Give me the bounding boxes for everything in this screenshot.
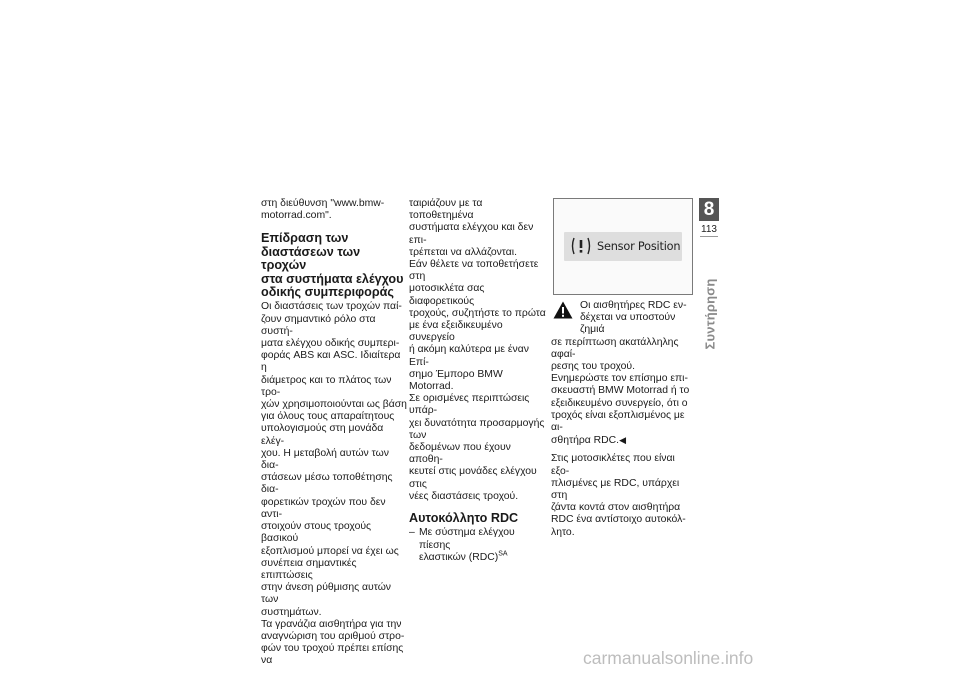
right-column [551,300,693,539]
special-accessory-marker: SA [498,550,508,558]
warning-text-first: Οι αισθητήρες RDC εν- δέχεται να υποστούν ζημιά [580,300,687,336]
wheel-dimensions-heading: Επίδραση των διαστάσεων των τροχών στα συστήματα ελέγχου οδικής συμπεριφοράς [261,231,404,300]
warning-text-continued [551,337,693,448]
middle-column [409,198,547,564]
sensor-position-illustration [553,198,693,295]
page-number-divider [700,236,718,237]
end-mark-icon: ◀ [619,435,626,446]
warning-notice [551,300,693,337]
wheel-dimensions-continued: ταιριάζουν με τα τοποθετημένα συστήματα ελέγχου και δεν επι- τρέπεται να αλλάζονται. Εάν θέλετε να τοποθετήσετε στη μοτοσικλέτα σας διαφορετικούς τροχούς, συζητήστε το πρώτα με ένα εξειδικευμένο συνεργείο ή ακόμη καλύτερα με έναν Επί- σημο Έμπορο BMW Motorrad. Σε ορισμένες περιπτώσεις υπάρ- χει δυνατότητα προσαρμογής των δεδομένων που έχουν αποθη- κευτεί στις μονάδες ελέγχου στις νέες διαστάσεις τροχού. [409,198,546,502]
bullet-dash: – [409,527,415,539]
sensor-position-label: Sensor Position [597,240,681,253]
sensor-position-display [564,232,682,261]
exclamation-icon [570,236,592,256]
rdc-sticker-heading: Αυτοκόλλητο RDC [409,511,519,526]
wheel-dimensions-body: Οι διαστάσεις των τροχών παί- ζουν σημαντικό ρόλο στα συστή- ματα ελέγχου οδικής συμπερι- φοράς ABS και ASC. Ιδιαίτερα η διάμετρος και το πλάτος των τρο- χών χρησιμοποιούνται ως βάση για όλους τους απαραίτητους υπολογισμούς στη μονάδα ελέγ- χου. Η μεταβολή αυτών των δια- στάσεων μέσω τοποθέτησης δια- φορετικών τροχών που δεν αντι- στοιχούν στους τροχούς βασικού εξοπλισμού μπορεί να έχει ως συνέπεια σημαντικές επιπτώσεις στην άνεση ρύθμισης αυτών των συστημάτων. Τα γρανάζια αισθητήρα για την αναγνώριση του αριθμού στρο- φών του τροχού πρέπει επίσης να [261,301,407,667]
left-column [261,198,407,668]
warning-triangle-icon [553,301,573,319]
bullet-content [419,527,547,564]
bullet-text: Με σύστημα ελέγχου πίεσης ελαστικών (RDC) [419,527,515,563]
rdc-bullet-item [409,527,547,564]
chapter-number-badge: 8 [699,198,719,221]
chapter-title-vertical [690,278,730,350]
page-number: 113 [701,224,717,235]
warning-text-rest: σε περίπτωση ακατάλληλης αφαί- ρεσης του τροχού. Ενημερώστε τον επίσημο επι- σκευαστή BMW Motorrad ή το εξειδικευμένο συνεργείο, ότι ο τροχός είναι εξοπλισμένος με αι- σθητήρα RDC. [551,336,690,447]
rdc-sticker-paragraph: Στις μοτοσικλέτες που είναι εξο- πλισμένες με RDC, υπάρχει στη ζάντα κοντά στον αισθητήρα RDC ένα αντίστοιχο αυτοκόλ- λητο. [551,453,686,538]
intro-text: στη διεύθυνση "www.bmw- motorrad.com". [261,198,385,222]
chapter-title: Συντήρηση [702,278,718,350]
watermark: carmanualsonline.info [583,648,754,668]
